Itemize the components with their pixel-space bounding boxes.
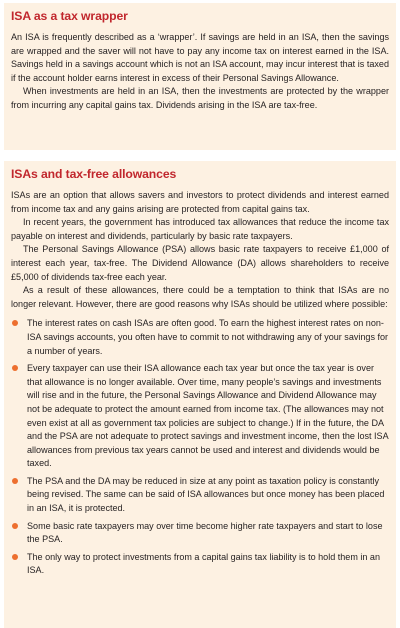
reasons-list <box>11 317 389 578</box>
paragraph: As a result of these allowances, there could be a temptation to think that ISAs are no longer relevant. However, there are good reasons why ISAs should be utilized where possible: <box>11 285 389 309</box>
paragraph: An ISA is frequently described as a ‘wrapper’. If savings are held in an ISA, then the savings are wrapped and the saver will not have to pay any income tax on interest earned in the ISA. Savings held in a savings account which is not an ISA account, may incur interest that is taxed if the account holder earns interest in excess of their Personal Savings Allowance. <box>11 32 389 83</box>
list-item-text: The only way to protect investments from a capital gains tax liability is to hold them in an ISA. <box>27 551 380 576</box>
section-heading: ISAs and tax-free allowances <box>11 167 177 181</box>
bullet-icon <box>12 478 18 484</box>
bullet-icon <box>12 320 18 326</box>
list-item <box>11 362 389 471</box>
paragraph: ISAs are an option that allows savers and investors to protect dividends and interest earned from income tax and any gains arising are protected from capital gains tax. <box>11 190 389 214</box>
isa-tax-wrapper-section <box>4 3 396 150</box>
paragraph: In recent years, the government has introduced tax allowances that reduce the income tax payable on interest and dividends, particularly by basic rate taxpayers. <box>11 217 389 241</box>
bullet-icon <box>12 523 18 529</box>
isas-tax-free-allowances-section <box>4 161 396 628</box>
paragraph: The Personal Savings Allowance (PSA) allows basic rate taxpayers to receive £1,000 of interest each year, tax-free. The Dividend Allowance (DA) allows shareholders to receive £5,000 of dividends tax-free each year. <box>11 244 389 282</box>
list-item <box>11 317 389 358</box>
list-item-text: The PSA and the DA may be reduced in size at any point as taxation policy is constantly being revised. The same can be said of ISA allowances but once money has been placed in an ISA, it is protected. <box>27 475 385 514</box>
list-item-text: Every taxpayer can use their ISA allowance each tax year but once the tax year is over that allowance is no longer available. Over time, many people’s savings and investments will rise and in the future, the Personal Savings Allowance and Dividend Allowance may not be adequate to protect the amount earned from income tax. (The allowances may not even exist at all as government tax policies are subject to change.) If in the future, the DA and the PSA are not adequate to protect savings and investment income, then the lost ISA allowances from previous tax years cannot be used and interest and dividends would be taxed. <box>27 363 389 469</box>
list-item <box>11 475 389 516</box>
list-item-text: The interest rates on cash ISAs are often good. To earn the highest interest rates on non-ISA savings accounts, you often have to commit to not withdrawing any of your savings for a number of years. <box>27 318 389 356</box>
section-heading: ISA as a tax wrapper <box>11 9 128 23</box>
bullet-icon <box>12 554 18 560</box>
list-item-text: Some basic rate taxpayers may over time become higher rate taxpayers and start to lose the PSA. <box>27 520 383 545</box>
section-gap <box>4 150 396 161</box>
paragraph: When investments are held in an ISA, then the investments are protected by the wrapper from incurring any capital gains tax. Dividends arising in the ISA are tax-free. <box>11 86 389 110</box>
bullet-icon <box>12 365 18 371</box>
list-item <box>11 520 389 547</box>
list-item <box>11 551 389 578</box>
